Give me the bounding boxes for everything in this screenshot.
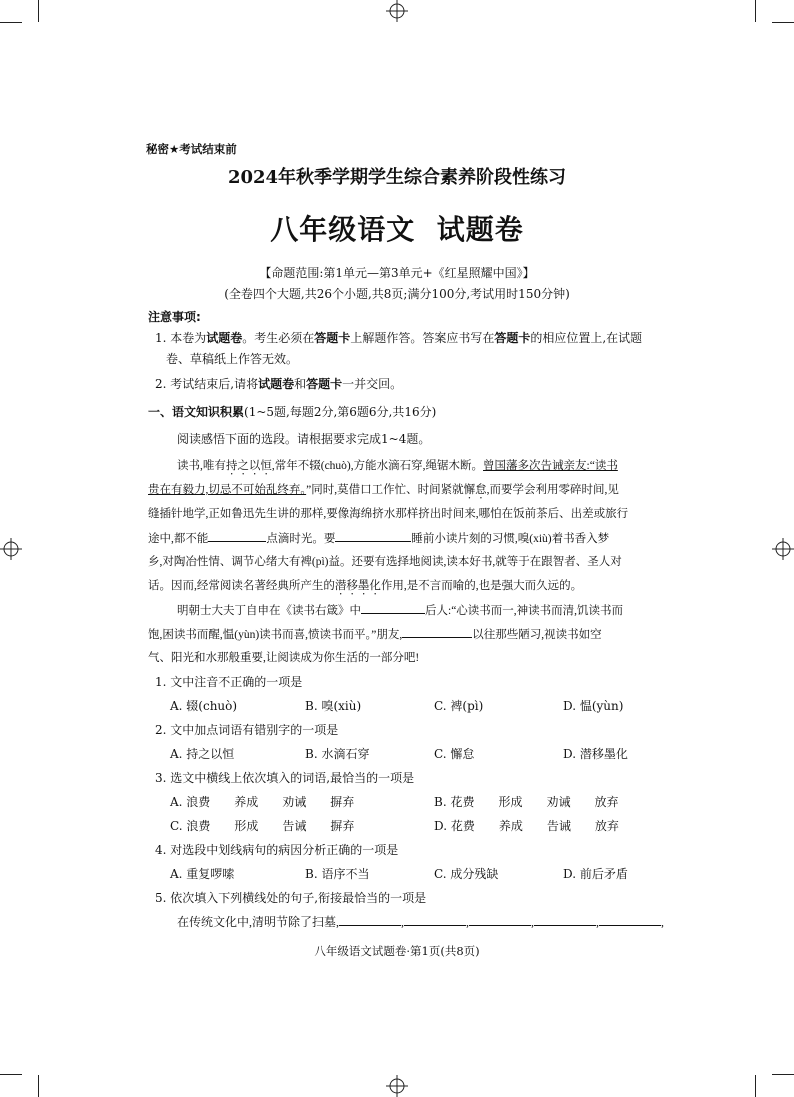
answer-option[interactable]: D. 前后矛盾 [563, 867, 628, 881]
passage-line: 缝插针地学,正如鲁迅先生讲的那样,要像海绵挤水那样挤出时间来,哪怕在饭前茶后、出差或旅行 [148, 508, 629, 520]
fill-blank[interactable] [534, 913, 596, 926]
answer-option[interactable]: C. 裨(pì) [434, 699, 484, 713]
registration-mark-icon [0, 538, 22, 560]
crop-mark [772, 1074, 794, 1075]
fill-blank[interactable] [208, 529, 266, 542]
section-intro: 阅读感悟下面的选段。请根据要求完成1~4题。 [177, 432, 431, 446]
confidential-label: 秘密★考试结束前 [146, 142, 237, 156]
exam-subtitle: 2024年秋季学期学生综合素养阶段性练习 [227, 167, 567, 188]
registration-mark-icon [772, 538, 794, 560]
answer-option[interactable]: D. 愠(yùn) [563, 699, 624, 713]
notice-heading: 注意事项: [148, 310, 201, 324]
answer-option[interactable]: B. 水滴石穿 [305, 747, 370, 761]
answer-option[interactable]: B. 语序不当 [305, 867, 370, 881]
section-heading: 一、语文知识积累(1~5题,每题2分,第6题6分,共16分) [148, 405, 437, 419]
question-stem: 4. 对选段中划线病句的病因分析正确的一项是 [155, 843, 399, 857]
answer-option[interactable]: D. 潜移墨化 [563, 747, 628, 761]
crop-mark [755, 0, 756, 22]
fill-blank[interactable] [339, 913, 401, 926]
answer-option[interactable]: A. 重复啰嗦 [170, 867, 235, 881]
page-footer: 八年级语文试题卷·第1页(共8页) [314, 944, 480, 958]
answer-option[interactable]: B. 花费 形成 劝诫 放弃 [434, 795, 619, 809]
answer-option[interactable]: C. 成分残缺 [434, 867, 499, 881]
passage-line: 读书,唯有持之以恒,常年不辍(chuò),方能水滴石穿,绳锯木断。曾国藩多次告诫亲友:“读书 [177, 460, 618, 472]
page-title: 八年级语文 试题卷 [270, 213, 524, 246]
answer-option[interactable]: C. 浪费 形成 告诫 摒弃 [170, 819, 355, 833]
passage-line: 话。因而,经常阅读名著经典所产生的潜移墨化作用,是不言而喻的,也是强大而久远的。 [148, 580, 583, 592]
passage-line: 饱,困读书而醒,愠(yùn)读书而喜,愤读书而平。”朋友, 以往那些陋习,视读书如空 [148, 625, 602, 642]
fill-blank[interactable] [404, 913, 466, 926]
crop-mark [772, 22, 794, 23]
question-stem: 5. 依次填入下列横线处的句子,衔接最恰当的一项是 [155, 891, 427, 905]
answer-option[interactable]: A. 浪费 养成 劝诫 摒弃 [170, 795, 355, 809]
fill-blank[interactable] [599, 913, 661, 926]
answer-option[interactable]: A. 辍(chuò) [170, 699, 238, 713]
question-stem: 1. 文中注音不正确的一项是 [155, 675, 303, 689]
crop-mark [755, 1075, 756, 1097]
question-stem: 3. 选文中横线上依次填入的词语,最恰当的一项是 [155, 771, 415, 785]
crop-mark [38, 0, 39, 22]
passage-line: 贵在有毅力,切忌不可始乱终弃。”同时,莫借口工作忙、时间紧就懈怠,而要学会利用零碎时间,见 [148, 484, 619, 496]
fill-blank[interactable] [402, 625, 472, 638]
notice-item-2: 2. 考试结束后,请将试题卷和答题卡一并交回。 [155, 377, 403, 391]
crop-mark [0, 22, 22, 23]
crop-mark [0, 1074, 22, 1075]
answer-option[interactable]: C. 懈怠 [434, 747, 475, 761]
answer-option[interactable]: B. 嗅(xiù) [305, 699, 362, 713]
passage-line: 气、阳光和水那般重要,让阅读成为你生活的一部分吧! [148, 652, 420, 664]
answer-option[interactable]: A. 持之以恒 [170, 747, 235, 761]
passage-line: 明朝士大夫丁自申在《读书右箴》中 后人:“心读书而一,神读书而清,饥读书而 [177, 601, 623, 618]
fill-blank[interactable] [469, 913, 531, 926]
fill-blank[interactable] [335, 529, 411, 542]
passage-line: 途中,都不能 点滴时光。要 睡前小读片刻的习惯,嗅(xiù)着书香入梦 [148, 529, 609, 546]
crop-mark [38, 1075, 39, 1097]
passage-line: 乡,对陶冶性情、调节心绪大有裨(pì)益。还要有选择地阅读,读本好书,就等于在跟智者、圣人对 [148, 556, 622, 568]
question-stem: 2. 文中加点词语有错别字的一项是 [155, 723, 339, 737]
notice-item-1-cont: 卷、草稿纸上作答无效。 [166, 352, 299, 366]
registration-mark-icon [386, 1075, 408, 1097]
registration-mark-icon [386, 0, 408, 22]
exam-info: (全卷四个大题,共26个小题,共8页;满分100分,考试用时150分钟) [224, 287, 570, 301]
exam-range: 【命题范围:第1单元—第3单元+《红星照耀中国》】 [259, 266, 535, 280]
fill-blank[interactable] [361, 601, 425, 614]
question-5-sentence: 在传统文化中,清明节除了扫墓, , , , , , [177, 915, 665, 929]
notice-item-1: 1. 本卷为试题卷。考生必须在答题卡上解题作答。答案应书写在答题卡的相应位置上,在试题 [155, 331, 643, 345]
answer-option[interactable]: D. 花费 养成 告诫 放弃 [434, 819, 619, 833]
